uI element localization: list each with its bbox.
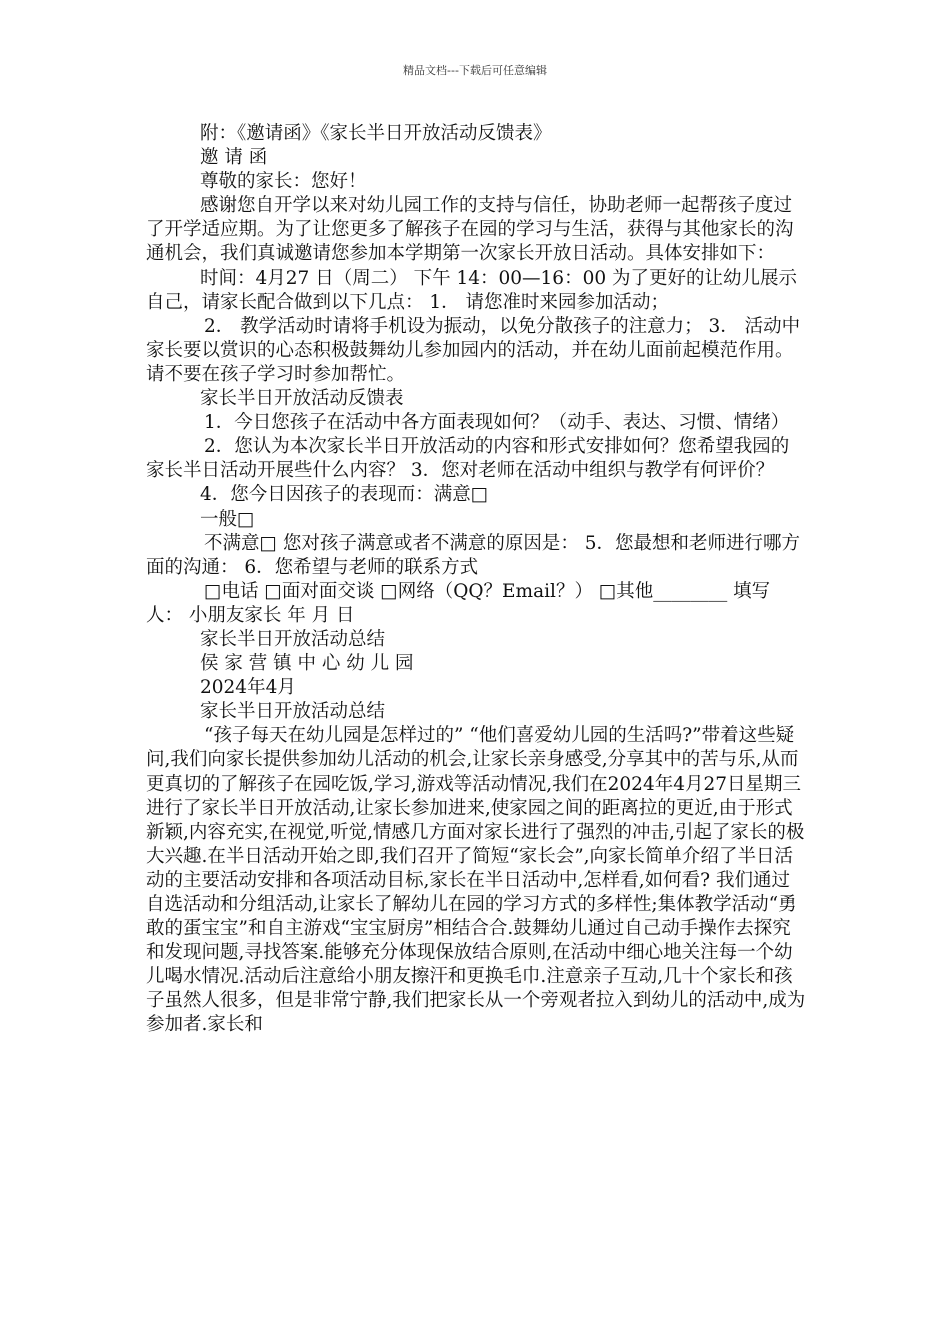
summary-paragraph: “孩子每天在幼儿园是怎样过的” “他们喜爱幼儿园的生活吗?”带着这些疑问,我们向家长提供参加幼儿活动的机会,让家长亲身感受,分享其中的苦与乐,从而更真切的了解孩子在园吃饭,学习,游戏等活动情况,我们在2024年4月27日星期三进行了家长半日开放活动,让家长参加进来,使家园之间的距离拉的更近,由于形式新颖,内容充实,在视觉,听觉,情感几方面对家长进行了强烈的冲击,引起了家长的极大兴趣.在半日活动开始之即,我们召开了简短“家长会”,向家长简单介绍了半日活动的主要活动安排和各项活动目标,家长在半日活动中,怎样看,如何看? 我们通过自选活动和分组活动,让家长了解幼儿在园的学习方式的多样性;集体教学活动“勇敢的蛋宝宝”和自主游戏“宝宝厨房”相结合合.鼓舞幼儿通过自己动手操作去探究和发现问题,寻找答案.能够充分体现保放结合原则,在活动中细心地关注每一个幼儿喝水情况.活动后注意给小朋友擦汗和更换毛巾.注意亲子互动,几十个家长和孩子虽然人很多，但是非常宁静,我们把家长从一个旁观者拉入到幼儿的活动中,成为参加者.家长和: [146, 725, 806, 1036]
school-name: 侯 家 营 镇 中 心 幼 儿 园: [200, 653, 414, 675]
contact-options: □电话 □面对面交谈 □网络（QQ？Email？） □其他________ 填写人： 小朋友家长 年 月 日: [146, 580, 771, 626]
question-2-3: 2．您认为本次家长半日开放活动的内容和形式安排如何？您希望我园的家长半日活动开展些什么内容？ 3．您对老师在活动中组织与教学有何评价？: [146, 436, 790, 482]
question-5-6: 不满意□ 您对孩子满意或者不满意的原因是： 5．您最想和老师进行哪方面的沟通： 6．您希望与老师的联系方式: [146, 532, 801, 578]
schedule-paragraph: 时间：4月27 日（周二） 下午 14：00—16：00 为了更好的让幼儿展示自己，请家长配合做到以下几点： 1． 请您准时来园参加活动；: [146, 267, 797, 313]
attachment-line: 附：《邀请函》《家长半日开放活动反馈表》: [200, 123, 552, 144]
salutation: 尊敬的家长：您好！: [200, 171, 367, 193]
summary-title-2: 家长半日开放活动总结: [200, 701, 386, 723]
question-1: 1．今日您孩子在活动中各方面表现如何？（动手、表达、习惯、情绪）: [204, 412, 790, 434]
date-line: 2024年4月: [200, 677, 296, 699]
invitation-paragraph: 感谢您自开学以来对幼儿园工作的支持与信任，协助老师一起帮孩子度过了开学适应期。为了让您更多了解孩子在园的学习与生活，获得与其他家长的沟通机会，我们真诚邀请您参加本学期第一次家长开放日活动。具体安排如下：: [146, 195, 794, 265]
summary-title: 家长半日开放活动总结: [200, 628, 386, 650]
document-body: [146, 122, 806, 1038]
invitation-title: 邀 请 函: [200, 147, 268, 169]
feedback-title: 家长半日开放活动反馈表: [200, 388, 404, 410]
question-4: 4．您今日因孩子的表现而：满意□: [200, 484, 489, 506]
rules-paragraph: 2． 教学活动时请将手机设为振动，以免分散孩子的注意力； 3． 活动中家长要以赏识的心态积极鼓舞幼儿参加园内的活动，并在幼儿面前起模范作用。请不要在孩子学习时参加帮忙。: [146, 315, 801, 385]
page-header: 精品文档---下载后可任意编辑: [403, 64, 547, 77]
option-average: 一般□: [200, 508, 255, 530]
